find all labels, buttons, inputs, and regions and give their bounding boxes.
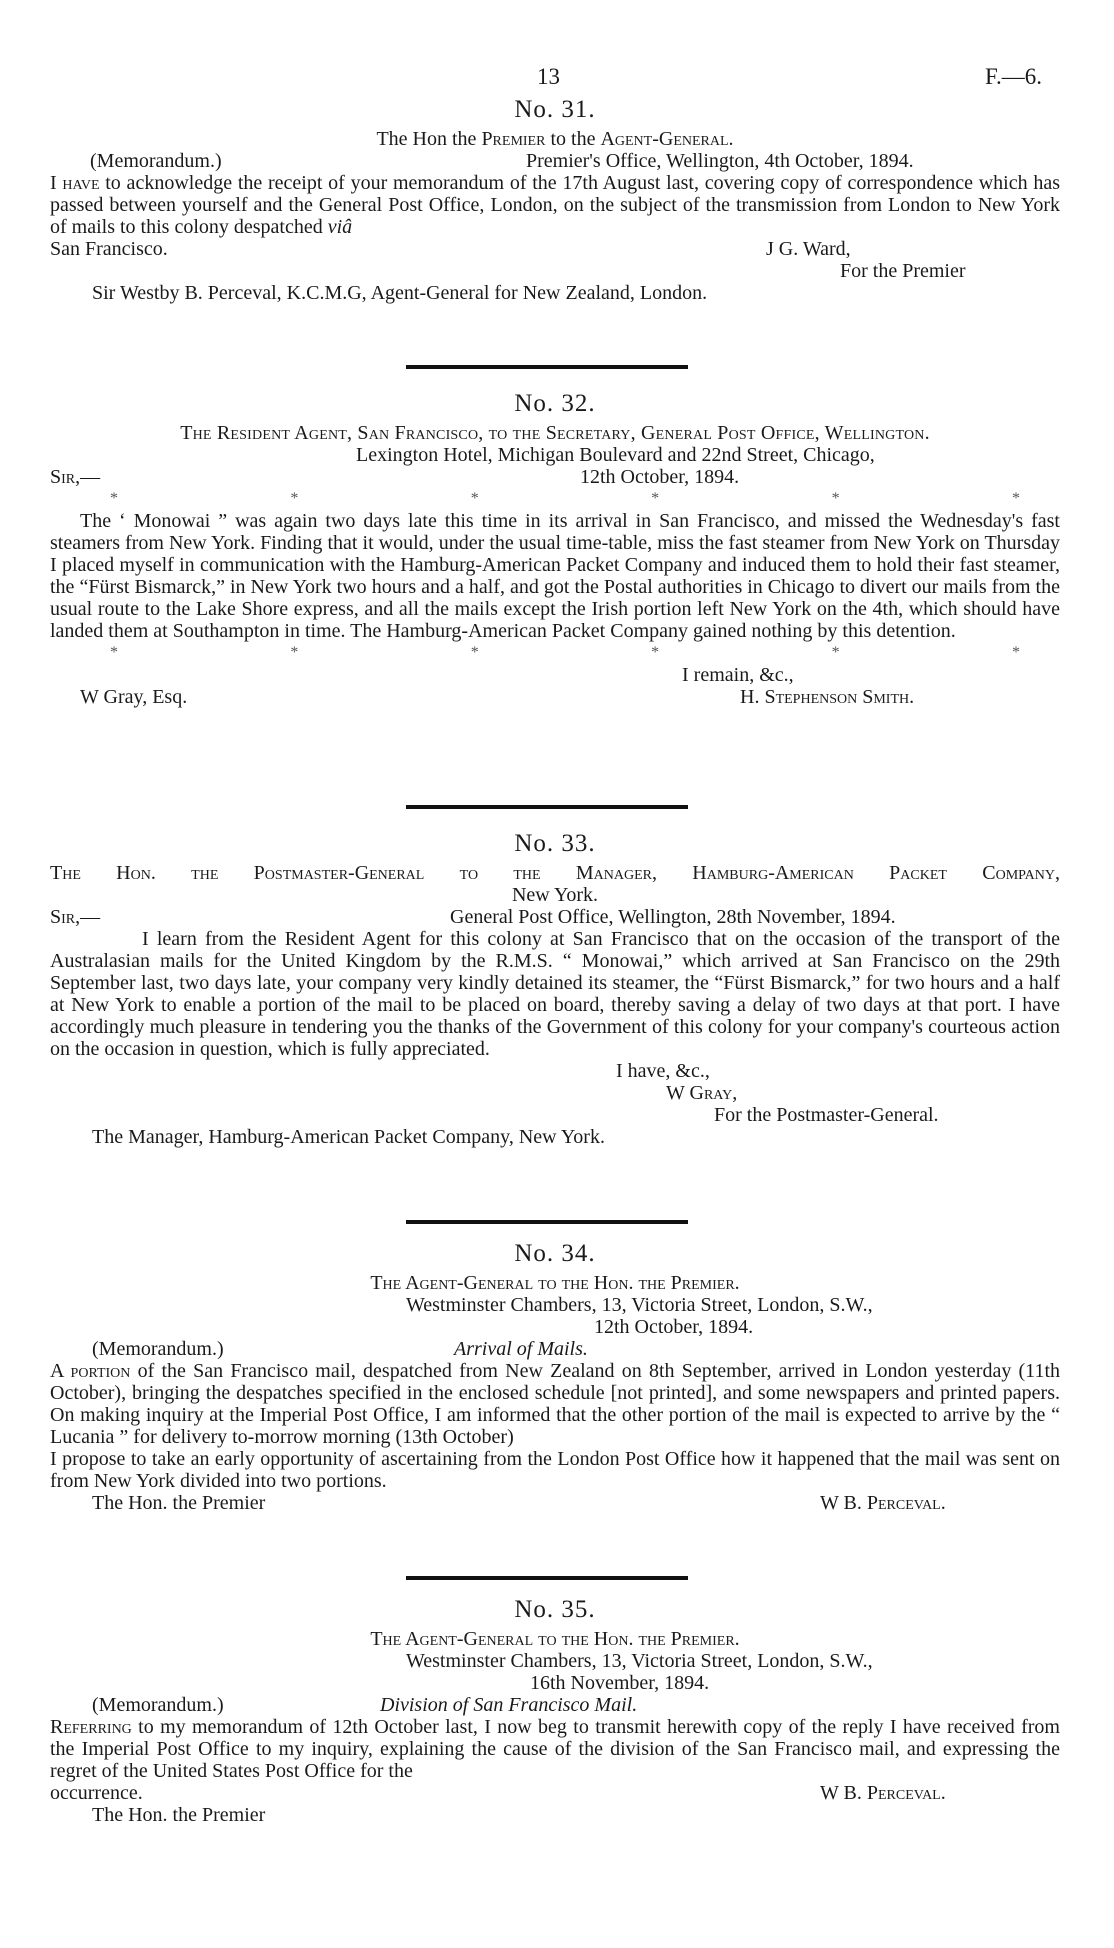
- section-divider: [406, 365, 688, 369]
- closing: I have, &c.,: [616, 1060, 710, 1082]
- ellipsis-stars: * * * * * *: [110, 644, 1020, 661]
- salutation: Sir,—: [50, 466, 101, 488]
- body-paragraph: The ‘ Monowai ” was again two days late this time in its arrival in San Francisco, and missed the Wednesday's fast steamers from New York. Finding that it would, under the usual time-table, miss the fast steamer from New York on Thursday I placed myself in communication with the Hamburg-American Packet Company and induced them to hold their fast steamer, the “Fürst Bismarck,” in New York two hours and a half, and got the Postal authorities in Chicago to divert our mails from the usual route to the Lake Shore express, and all the mails except the Irish portion left New York on the 4th, which should have landed them at Southampton in time. The Hamburg-American Packet Company gained nothing by this detention.: [50, 510, 1060, 642]
- section-subtitle: The Hon the Premier to the Agent-General.: [376, 128, 734, 150]
- body-paragraph: A portion of the San Francisco mail, despatched from New Zealand on 8th September, arrived in London yesterday (11th October), bringing the despatches specified in the enclosed schedule [not printed], and some newspapers and printed papers. On making inquiry at the Imperial Post Office, I am informed that the other portion of the mail is expected to arrive by the “ Lucania ” for delivery to-morrow morning (13th October): [50, 1360, 1060, 1448]
- section-subtitle-continued: New York.: [511, 884, 599, 906]
- page-header: [0, 66, 1114, 90]
- document-reference: F.—6.: [985, 64, 1042, 89]
- section-divider: [406, 805, 688, 809]
- section-title: No. 31.: [514, 96, 596, 123]
- page-number: 13: [537, 64, 560, 89]
- section-subtitle: The Agent-General to the Hon. the Premier.: [370, 1628, 740, 1650]
- addressee: Sir Westby B. Perceval, K.C.M.G, Agent-General for New Zealand, London.: [92, 282, 708, 304]
- memo-heading: Arrival of Mails.: [454, 1338, 588, 1360]
- signer: W Gray,: [666, 1082, 738, 1104]
- signer: W B. Perceval.: [820, 1492, 946, 1514]
- closing-line: San Francisco. J G. Ward,: [50, 238, 851, 260]
- section-subtitle: The Resident Agent, San Francisco, to the Secretary, General Post Office, Wellington.: [180, 422, 930, 444]
- salutation: Sir,—: [50, 906, 101, 928]
- section-title: No. 32.: [514, 390, 596, 417]
- section-title: No. 35.: [514, 1596, 596, 1623]
- date: 12th October, 1894.: [580, 466, 740, 488]
- section-no-35: No. 35. The Agent-General to the Hon. the Premier. Westminster Chambers, 13, Victoria Street, London, S.W., 16th November, 1894. (Memorandum.) Division of San Francisco Mail. Referring to my memorandum of 12th October last, I now beg to transmit herewith copy of the reply I have received from the Imperial Post Office to my inquiry, explaining the cause of the division of the San Francisco mail, and expressing the regret of the United States Post Office for the occurrence. W B. Perceval. The Hon. the Premier: [50, 1596, 1060, 1826]
- section-no-33: [50, 830, 1060, 1148]
- body-paragraph: I learn from the Resident Agent for this colony at San Francisco that on the occasion of the transport of the Australasian mails for the United Kingdom by the R.M.S. “ Monowai,” which arrived at San Francisco on the 29th September last, two days late, your company very kindly detained its steamer, the “Fürst Bismarck,” for two hours and a half at New York to enable a portion of the mail to be placed on board, thereby saving a delay of two days at that port. I have accordingly much pleasure in tendering you the thanks of the Government of this colony for your company's courteous action on the occasion in question, which is fully appreciated.: [50, 928, 1060, 1060]
- signer-role: For the Postmaster-General.: [714, 1104, 939, 1126]
- addressee: The Manager, Hamburg-American Packet Company, New York.: [92, 1126, 605, 1148]
- date: 16th November, 1894.: [530, 1672, 710, 1694]
- addressee: The Hon. the Premier: [92, 1492, 266, 1514]
- address: Lexington Hotel, Michigan Boulevard and 22nd Street, Chicago,: [356, 444, 875, 466]
- memo-label: (Memorandum.): [92, 1694, 224, 1716]
- section-no-31: [50, 96, 1060, 304]
- section-subtitle: The Hon. the Postmaster-General to the Manager, Hamburg-American Packet Company,: [50, 862, 1060, 884]
- section-subtitle: The Agent-General to the Hon. the Premier.: [370, 1272, 740, 1294]
- section-no-32: [50, 390, 1060, 708]
- ellipsis-stars: * * * * * *: [110, 490, 1020, 507]
- section-divider: [406, 1576, 688, 1580]
- memo-label: (Memorandum.): [92, 1338, 224, 1360]
- signer: J G. Ward,: [766, 238, 851, 260]
- address: Westminster Chambers, 13, Victoria Street, London, S.W.,: [406, 1294, 873, 1316]
- section-divider: [406, 1220, 688, 1224]
- memo-heading: Division of San Francisco Mail.: [380, 1694, 638, 1716]
- memo-line: [50, 150, 1060, 172]
- section-title: No. 34.: [514, 1240, 596, 1267]
- section-title: No. 33.: [514, 830, 596, 857]
- addressee: W Gray, Esq.: [80, 686, 188, 708]
- addressee: The Hon. the Premier: [92, 1804, 266, 1826]
- body-paragraph: I have to acknowledge the receipt of your memorandum of the 17th August last, covering copy of correspondence which has passed between yourself and the General Post Office, London, on the subject of the transmission from London to New York of mails to this colony despatched viâ: [50, 172, 1060, 238]
- date: 12th October, 1894.: [594, 1316, 754, 1338]
- closing: I remain, &c.,: [682, 664, 794, 686]
- signer-role: For the Premier: [840, 260, 966, 282]
- signer: H. Stephenson Smith.: [740, 686, 915, 708]
- address: Westminster Chambers, 13, Victoria Street, London, S.W.,: [406, 1650, 873, 1672]
- memo-label: (Memorandum.): [90, 150, 222, 172]
- signer: W B. Perceval.: [820, 1782, 946, 1804]
- dateline: General Post Office, Wellington, 28th November, 1894.: [450, 906, 896, 928]
- section-no-34: [50, 1240, 1060, 1514]
- body-paragraph: Referring to my memorandum of 12th October last, I now beg to transmit herewith copy of the reply I have received from the Imperial Post Office to my inquiry, explaining the cause of the division of the San Francisco mail, and expressing the regret of the United States Post Office for the: [50, 1716, 1060, 1782]
- dateline: Premier's Office, Wellington, 4th October, 1894.: [526, 150, 914, 172]
- body-paragraph-2: I propose to take an early opportunity of ascertaining from the London Post Office how it happened that the mail was sent on from New York divided into two portions.: [50, 1448, 1060, 1492]
